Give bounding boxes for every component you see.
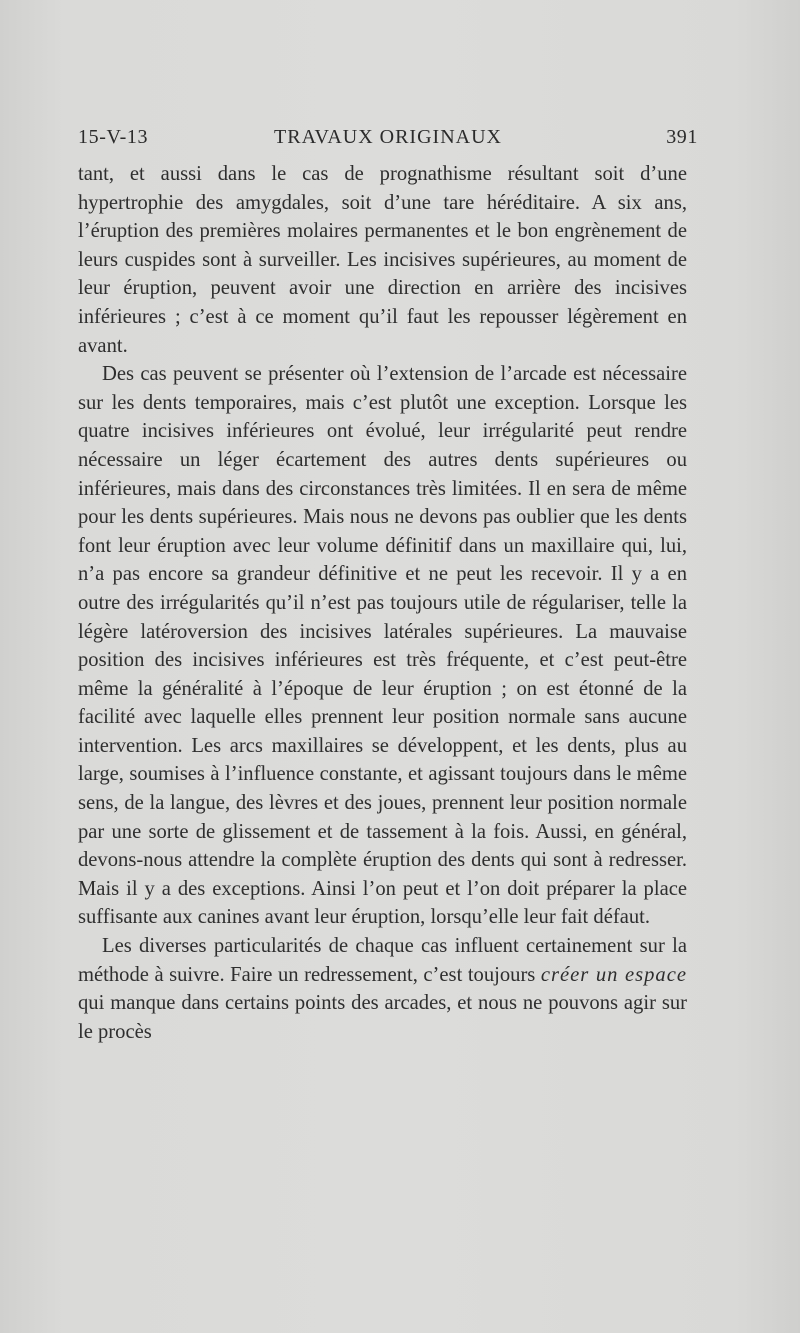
paragraph-1: tant, et aussi dans le cas de prognathisme résultant soit d’une hypertrophie des amygdales, soit d’une tare héréditaire. A six ans, l’éruption des premières molaires permanentes et le bon engrènement de leurs cuspides sont à surveiller. Les incisives supérieures, au moment de leur éruption, peuvent avoir une direction en arrière des incisives inférieures ; c’est à ce moment qu’il faut les repousser légèrement en avant. — [78, 163, 687, 357]
page-header — [78, 126, 698, 156]
paragraph-2: Des cas peuvent se présenter où l’extension de l’arcade est nécessaire sur les dents temporaires, mais c’est plutôt une exception. Lorsque les quatre incisives inférieures ont évolué, leur irrégularité peut rendre nécessaire un léger écartement des autres dents supérieures ou inférieures, mais dans des circonstances très limitées. Il en sera de même pour les dents supérieures. Mais nous ne devons pas oublier que les dents font leur éruption avec leur volume définitif dans un maxillaire qui, lui, n’a pas encore sa grandeur définitive et ne peut les recevoir. Il y a en outre des irrégularités qu’il n’est pas toujours utile de régulariser, telle la légère latéroversion des incisives latérales supérieures. La mauvaise position des incisives inférieures est très fréquente, et c’est peut-être même la généralité à l’époque de leur éruption ; on est étonné de la facilité avec laquelle elles prennent leur position normale sans aucune intervention. Les arcs maxillaires se développent, et les dents, plus au large, soumises à l’influence constante, et agissant toujours dans le même sens, de la langue, des lèvres et des joues, prennent leur position normale par une sorte de glissement et de tassement à la fois. Aussi, en général, devons-nous attendre la complète éruption des dents qui sont à redresser. Mais il y a des exceptions. Ainsi l’on peut et l’on doit préparer la place suffisante aux canines avant leur éruption, lorsqu’elle leur fait défaut. — [78, 363, 687, 929]
running-title: TRAVAUX ORIGINAUX — [274, 126, 502, 148]
paragraph-3 — [78, 932, 687, 1046]
body-text — [78, 160, 687, 1046]
paragraph-3-text-before: Les diverses particularités de chaque cas influent certainement sur la méthode à suivre. Faire un redressement, c’est toujours — [78, 935, 687, 986]
page-number: 391 — [666, 126, 698, 148]
italic-phrase: créer un espace — [540, 963, 687, 986]
paragraph-3-text-after: qui manque dans certains points des arcades, et nous ne pouvons agir sur le procès — [78, 992, 687, 1043]
signature-mark: 15-V-13 — [78, 126, 149, 148]
